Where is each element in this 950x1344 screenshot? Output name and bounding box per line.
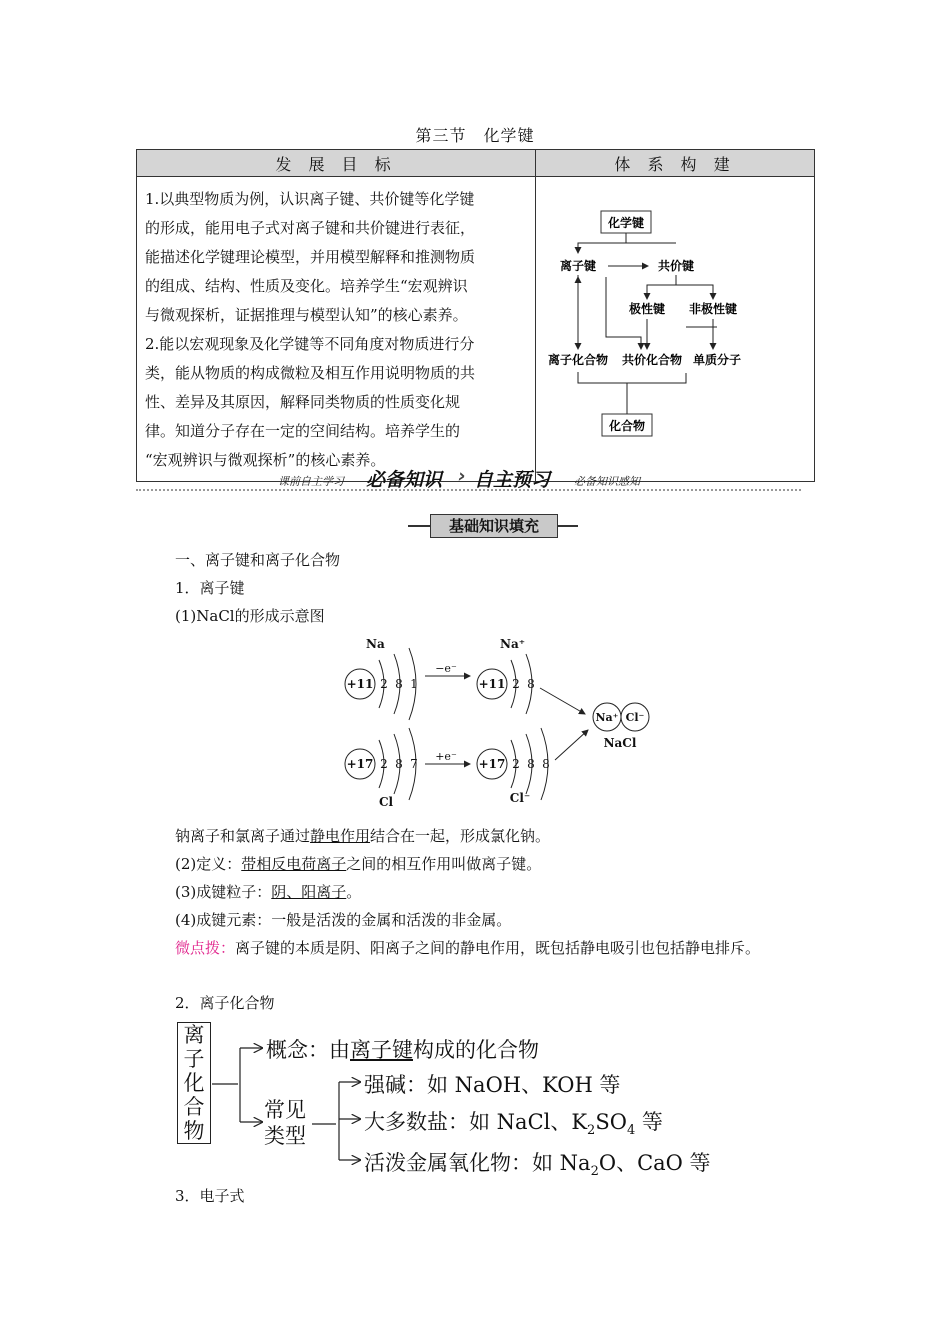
- na-ion-nucleus-charge: +11: [478, 677, 506, 691]
- ionic-bond-label: 离子键: [559, 259, 597, 273]
- goal-line: 能描述化学键理论模型，并用模型解释和推测物质: [145, 248, 476, 266]
- root-label: 化学键: [607, 216, 645, 230]
- chevron-right-icon: ›: [458, 465, 466, 487]
- concept-map-cell: [536, 177, 815, 482]
- cl-shell-1: 2: [380, 757, 388, 771]
- goals-cell: [137, 177, 536, 482]
- cl-ion-nucleus-charge: +17: [478, 757, 506, 771]
- na-ion-label: Na⁺: [500, 637, 526, 651]
- na-ion-shell-1: 2: [512, 677, 520, 691]
- goals-table: [136, 149, 815, 482]
- na-shell-2: 8: [395, 677, 403, 691]
- na-nucleus-charge: +11: [346, 677, 374, 691]
- nonpolar-bond-label: 非极性键: [688, 302, 738, 316]
- cl-ion-shell-1: 2: [512, 757, 520, 771]
- nacl-na-label: Na⁺: [595, 711, 619, 724]
- goal-line: 的组成、结构、性质及变化。培养学生“宏观辨识: [145, 277, 468, 295]
- subheading-ionic-compound: 2．离子化合物: [175, 994, 275, 1012]
- covalent-compound-label: 共价化合物: [621, 353, 683, 367]
- bonding-particles-line: (3)成键粒子：阴、阳离子。: [175, 883, 362, 901]
- nacl-formation-text: 钠离子和氯离子通过静电作用结合在一起，形成氯化钠。: [175, 827, 551, 845]
- goal-line: 类，能从物质的构成微粒及相互作用说明物质的共: [145, 364, 476, 382]
- bonding-elements-line: (4)成键元素：一般是活泼的金属和活泼的非金属。: [175, 911, 512, 929]
- subheading-electron-formula: 3．电子式: [175, 1187, 245, 1205]
- cl-ion-label: Cl⁻: [509, 791, 531, 805]
- polar-bond-label: 极性键: [628, 302, 666, 316]
- tip-label: 微点拨：: [175, 939, 236, 957]
- cl-label: Cl: [378, 795, 394, 809]
- na-shell-1: 2: [380, 677, 388, 691]
- goal-line: 与微观探析，证据推理与模型认知”的核心素养。: [145, 306, 468, 324]
- section-badge: [408, 514, 578, 538]
- simple-molecule-label: 单质分子: [692, 353, 742, 367]
- nacl-label: NaCl: [603, 736, 637, 750]
- subheading-ionic-bond: 1．离子键: [175, 579, 245, 597]
- banner-right-text: 必备知识感知: [574, 475, 640, 488]
- na-shell-3: 1: [410, 677, 418, 691]
- banner-main-right: 自主预习: [474, 469, 551, 491]
- cl-shell-2: 8: [395, 757, 403, 771]
- common-types-label: 常见 类型: [264, 1098, 306, 1148]
- definition-line: (2)定义：带相反电荷离子之间的相互作用叫做离子键。: [175, 855, 542, 873]
- goal-line: 性、差异及其原因，解释同类物质的性质变化规: [145, 393, 461, 411]
- concept-map-header: 体 系 构 建: [536, 150, 815, 177]
- plus-electron-label: +e⁻: [435, 750, 457, 763]
- banner-left-text: 课前自主学习: [278, 475, 344, 488]
- goal-line: 1.以典型物质为例，认识离子键、共价键等化学键: [145, 190, 475, 208]
- type-metal-oxides: 活泼金属氧化物：如 $Na_2O$、CaO 等: [364, 1151, 711, 1180]
- cl-ion-shell-3: 8: [542, 757, 550, 771]
- section-banner: [136, 463, 801, 493]
- ionic-compound-label: 离子化合物: [547, 353, 609, 367]
- banner-main-left: 必备知识: [366, 469, 443, 491]
- nacl-cl-label: Cl⁻: [625, 711, 645, 724]
- section-badge-label: 基础知识填充: [430, 514, 558, 538]
- type-salts: 大多数盐：如 NaCl、$K_2SO_4$ 等: [364, 1110, 663, 1139]
- heading-ionic-bond-compound: 一、离子键和离子化合物: [175, 551, 341, 569]
- concept-line: 概念：由离子键构成的化合物: [266, 1038, 539, 1062]
- nacl-formation-diagram: [330, 632, 660, 812]
- na-label: Na: [366, 637, 385, 651]
- covalent-bond-label: 共价键: [657, 259, 695, 273]
- compound-label: 化合物: [608, 419, 646, 433]
- goals-header: 发 展 目 标: [137, 150, 536, 177]
- answer-ionic-bond: 离子键: [350, 1038, 413, 1062]
- type-strong-base: 强碱：如 NaOH、KOH 等: [364, 1073, 621, 1097]
- goal-line: 2.能以宏观现象及化学键等不同角度对物质进行分: [145, 335, 475, 353]
- answer-anions-cations: 阴、阳离子: [271, 883, 347, 901]
- goal-line: 律。知道分子存在一定的空间结构。培养学生的: [145, 422, 461, 440]
- answer-electrostatic: 静电作用: [310, 827, 371, 845]
- item-nacl-formation: (1)NaCl的形成示意图: [175, 607, 325, 625]
- answer-oppositely-charged-ions: 带相反电荷离子: [241, 855, 347, 873]
- minus-electron-label: −e⁻: [435, 662, 457, 675]
- cl-nucleus-charge: +17: [346, 757, 374, 771]
- tree-root-box: 离 子 化 合 物: [177, 1022, 211, 1144]
- concept-map: [536, 177, 814, 455]
- cl-ion-shell-2: 8: [527, 757, 535, 771]
- goal-line: 的形成，能用电子式对离子键和共价键进行表征，: [145, 219, 476, 237]
- page-title: 第三节 化学键: [415, 126, 535, 145]
- tip-line: 微点拨：离子键的本质是阴、阳离子之间的静电作用，既包括静电吸引也包括静电排斥。: [175, 939, 761, 957]
- goal-line: “宏观辨识与微观探析”的核心素养。: [145, 451, 386, 469]
- na-ion-shell-2: 8: [527, 677, 535, 691]
- cl-shell-3: 7: [410, 757, 418, 771]
